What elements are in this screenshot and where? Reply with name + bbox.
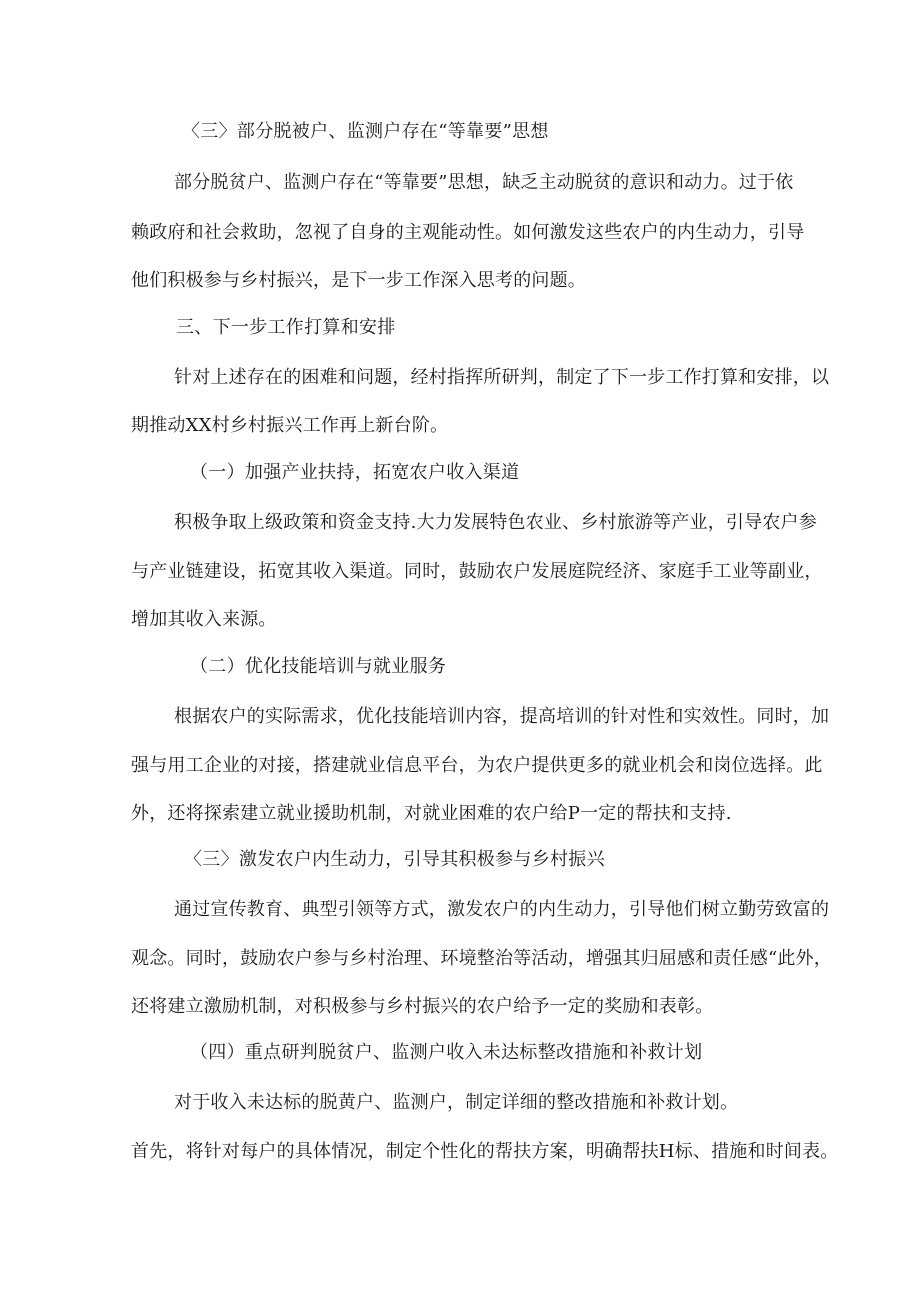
subsection-heading-3: 〈三〉激发农户内生动力，引导其积极参与乡村振兴 [184, 849, 605, 870]
paragraph-line: 根据农户的实际需求，优化技能培训内容，提高培训的针对性和实效性。同时，加 [174, 706, 830, 727]
paragraph-line: 首先，将针对每户的具体情况，制定个性化的帮扶方案，明确帮扶H标、措施和时间表。 [131, 1141, 839, 1162]
subsection-heading-1: （一）加强产业扶持，拓宽农户收入渠道 [190, 462, 520, 483]
section-heading-3-issue: 〈三〉部分脱被户、监测户存在“等靠要”思想 [182, 121, 549, 142]
paragraph-line: 增加其收入来源。 [131, 609, 277, 630]
paragraph-line: 期推动XX村乡村振兴工作再上新台阶。 [131, 415, 449, 436]
paragraph-line: 观念。同时，鼓励农户参与乡村治理、环境整治等活动，增强其归屈感和责任感“此外， [131, 948, 832, 969]
paragraph-line: 针对上述存在的困难和问题，经村指挥所研判，制定了下一步工作打算和安排，以 [174, 367, 830, 388]
subsection-heading-2: （二）优化技能培训与就业服务 [190, 656, 447, 677]
subsection-heading-4: （四）重点研判脱贫户、监测户收入未达标整改措施和补救计划 [190, 1042, 703, 1063]
paragraph-line: 他们积极参与乡村振兴，是下一步工作深入思考的问题。 [131, 270, 586, 291]
paragraph-line: 外，还将探索建立就业援助机制，对就业困难的农户给P一定的帮扶和支持. [131, 803, 732, 824]
section-heading-part-3: 三、下一步工作打算和安排 [176, 317, 396, 338]
paragraph-line: 对于收入未达标的脱黄户、监测户，制定详细的整改措施和补救计划。 [174, 1092, 739, 1113]
paragraph-line: 通过宣传教育、典型引领等方式，激发农户的内生动力，引导他们树立勤劳致富的 [174, 899, 830, 920]
paragraph-line: 积极争取上级政策和资金支持.大力发展特色农业、乡村旅游等产业，引导农户参 [174, 512, 817, 533]
paragraph-line: 强与用工企业的对接，搭建就业信息平台，为农户提供更多的就业机会和岗位选择。此 [131, 755, 823, 776]
paragraph-line: 赖政府和社会救助，忽视了自身的主观能动性。如何激发这些农户的内生动力，引导 [131, 222, 805, 243]
paragraph-line: 还将建立激励机制，对积极参与乡村振兴的农户给予一定的奖励和表彰。 [131, 996, 714, 1017]
paragraph-line: 部分脱贫户、监测户存在“等靠要”思想，缺乏主动脱贫的意识和动力。过于依 [174, 172, 794, 193]
paragraph-line: 与产业链建设，拓宽其收入渠道。同时，鼓励农户发展庭院经济、家庭手工业等副业， [131, 561, 823, 582]
